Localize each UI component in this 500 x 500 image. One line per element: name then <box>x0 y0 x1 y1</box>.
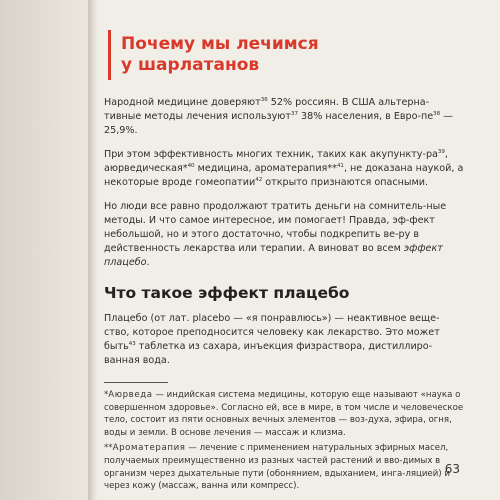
emphasis-placebo: эффект плацебо <box>104 243 443 268</box>
paragraph-placebo-intro <box>104 200 464 270</box>
text: При этом эффективность многих техник, таких как акупункту-ра <box>104 149 438 160</box>
text: Но люди все равно продолжают тратить деньги на сомнитель-ные методы. И что самое интересное, им помогает! Правда, эф-фект небольшой, но и этого достаточно, чтобы подкрепить ве-ру в действенность лекарства или терапии. А виноват во всем <box>104 201 447 254</box>
text: Народной медицине доверяют <box>104 97 261 108</box>
text: 38% населения, в Евро-пе <box>297 111 434 122</box>
footnote-term: Ароматерапия <box>112 443 186 454</box>
reference-number: 41 <box>336 162 344 169</box>
footnote-text: — лечение с применением натуральных эфирных масел, получаемых преимущественно из разных частей растений и вво-димых в организм через дыхательные пути (обонянием, вдыханием, инга-ляцией) и через кожу (массаж, ванна или компресс). <box>104 443 450 492</box>
reference-number: 37 <box>290 110 298 117</box>
section-heading-line-2: у шарлатанов <box>121 55 260 75</box>
text: Плацебо (от лат. placebo — «я понравлюсь») — неактивное веще-ство, которое преподносится человеку как лекарство. Это может быть <box>104 313 440 352</box>
paragraph-placebo-definition <box>104 312 464 368</box>
footnote-text: — индийская система медицины, которую еще называют «наука о совершенном здоровье». Согласно ей, все в мире, в том числе и человеческое тело, состоит из пяти основных вечных элементов — воз-духа, эфира, огня, воды и земли. В основе лечения — массаж и клизма. <box>104 390 464 438</box>
text: — 25,9%. <box>104 111 453 136</box>
text: 52% россиян. В США альтерна-тивные методы лечения используют <box>104 97 430 122</box>
text: , аюрведическая* <box>104 149 448 174</box>
reference-number: 39 <box>437 148 445 155</box>
text: таблетка из сахара, инъекция физраствора, дистиллиро-ванная вода. <box>104 341 433 366</box>
footnote-marker: * <box>104 390 109 400</box>
reference-number: 38 <box>433 110 441 117</box>
text: медицина, ароматерапия** <box>194 163 337 174</box>
gutter-shadow <box>88 0 98 500</box>
footnote-divider <box>104 382 168 383</box>
text: . <box>146 257 150 268</box>
paragraph-trust-statistics <box>104 96 464 138</box>
text: открыто признаются опасными. <box>262 177 428 188</box>
reference-number: 42 <box>255 176 263 183</box>
footnote-ayurveda <box>104 389 464 439</box>
reference-number: 36 <box>260 96 268 103</box>
book-gutter <box>0 0 92 500</box>
footnote-marker: ** <box>104 443 113 454</box>
section-heading-line-1: Почему мы лечимся <box>121 34 319 54</box>
text: , не доказана наукой, а некоторые вроде гомеопатии <box>104 163 464 188</box>
reference-number: 43 <box>128 340 136 347</box>
section-heading <box>108 30 464 80</box>
footnote-term: Аюрведа <box>108 390 153 400</box>
reference-number: 40 <box>187 162 195 169</box>
footnote-aromatherapy <box>104 442 464 492</box>
subheading: Что такое эффект плацебо <box>104 284 350 302</box>
paragraph-unproven-methods <box>104 148 464 190</box>
page-number: 63 <box>444 462 460 476</box>
